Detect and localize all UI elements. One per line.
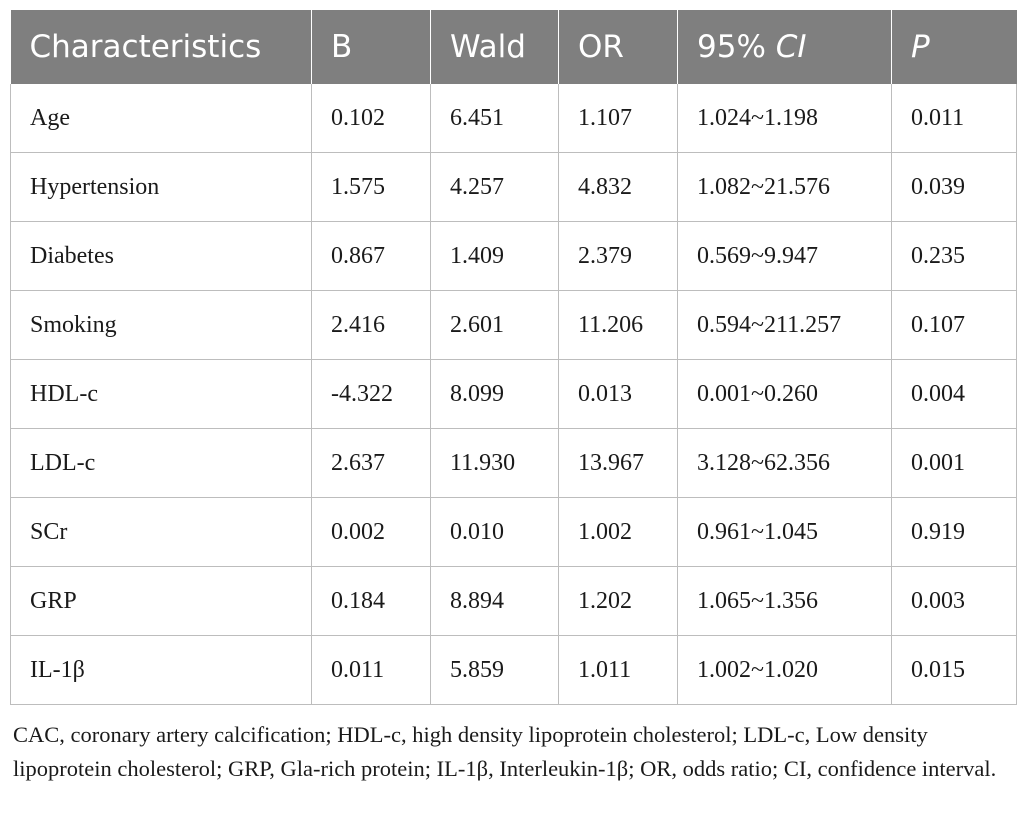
cell-wald: 1.409 [431, 222, 559, 291]
cell-b: 0.102 [312, 84, 431, 153]
cell-or: 1.011 [559, 636, 678, 705]
cell-b: 2.416 [312, 291, 431, 360]
cell-wald: 6.451 [431, 84, 559, 153]
table-row [11, 84, 1017, 153]
cell-wald: 4.257 [431, 153, 559, 222]
cell-p: 0.011 [892, 84, 1017, 153]
cell-ci: 0.569~9.947 [678, 222, 892, 291]
cell-or: 1.002 [559, 498, 678, 567]
cell-b: 0.867 [312, 222, 431, 291]
table-row [11, 567, 1017, 636]
cell-characteristic: SCr [11, 498, 312, 567]
column-header-wald: Wald [431, 10, 559, 84]
cell-or: 13.967 [559, 429, 678, 498]
cell-p: 0.235 [892, 222, 1017, 291]
cell-ci: 3.128~62.356 [678, 429, 892, 498]
table-row [11, 636, 1017, 705]
cell-p: 0.039 [892, 153, 1017, 222]
cell-or: 2.379 [559, 222, 678, 291]
cell-b: 0.184 [312, 567, 431, 636]
table-header [11, 10, 1017, 84]
column-header-or: OR [559, 10, 678, 84]
cell-characteristic: LDL-c [11, 429, 312, 498]
cell-wald: 8.894 [431, 567, 559, 636]
cell-characteristic: IL-1β [11, 636, 312, 705]
cell-ci: 1.024~1.198 [678, 84, 892, 153]
table-row [11, 153, 1017, 222]
cell-p: 0.001 [892, 429, 1017, 498]
cell-b: 0.011 [312, 636, 431, 705]
cell-characteristic: GRP [11, 567, 312, 636]
table-row [11, 291, 1017, 360]
cell-ci: 1.082~21.576 [678, 153, 892, 222]
column-header-95-ci: 95% CI [678, 10, 892, 84]
cell-or: 0.013 [559, 360, 678, 429]
cell-characteristic: HDL-c [11, 360, 312, 429]
cell-or: 1.202 [559, 567, 678, 636]
cell-characteristic: Age [11, 84, 312, 153]
cell-ci: 1.065~1.356 [678, 567, 892, 636]
results-table-container [10, 10, 1016, 705]
cell-b: 1.575 [312, 153, 431, 222]
cell-p: 0.919 [892, 498, 1017, 567]
table-row [11, 360, 1017, 429]
cell-p: 0.003 [892, 567, 1017, 636]
column-header-b: B [312, 10, 431, 84]
cell-wald: 8.099 [431, 360, 559, 429]
cell-b: 2.637 [312, 429, 431, 498]
table-row [11, 429, 1017, 498]
table-row [11, 222, 1017, 291]
cell-characteristic: Smoking [11, 291, 312, 360]
cell-wald: 5.859 [431, 636, 559, 705]
cell-or: 1.107 [559, 84, 678, 153]
cell-or: 4.832 [559, 153, 678, 222]
cell-characteristic: Diabetes [11, 222, 312, 291]
cell-ci: 1.002~1.020 [678, 636, 892, 705]
cell-or: 11.206 [559, 291, 678, 360]
cell-wald: 11.930 [431, 429, 559, 498]
cell-ci: 0.961~1.045 [678, 498, 892, 567]
cell-p: 0.107 [892, 291, 1017, 360]
cell-ci: 0.001~0.260 [678, 360, 892, 429]
cell-characteristic: Hypertension [11, 153, 312, 222]
column-header-characteristics: Characteristics [11, 10, 312, 84]
cell-wald: 2.601 [431, 291, 559, 360]
regression-results-table [10, 10, 1017, 705]
table-row [11, 498, 1017, 567]
cell-p: 0.015 [892, 636, 1017, 705]
cell-ci: 0.594~211.257 [678, 291, 892, 360]
column-header-p: P [892, 10, 1017, 84]
cell-b: 0.002 [312, 498, 431, 567]
table-footnote: CAC, coronary artery calcification; HDL-c, high density lipoprotein cholesterol; LDL-c, Low density lipoprotein cholesterol; GRP, Gla-rich protein; IL-1β, Interleukin-1β; OR, odds ratio; CI, confidence interval. [13, 722, 997, 781]
cell-p: 0.004 [892, 360, 1017, 429]
cell-b: -4.322 [312, 360, 431, 429]
header-row [11, 10, 1017, 84]
table-body [11, 84, 1017, 705]
cell-wald: 0.010 [431, 498, 559, 567]
